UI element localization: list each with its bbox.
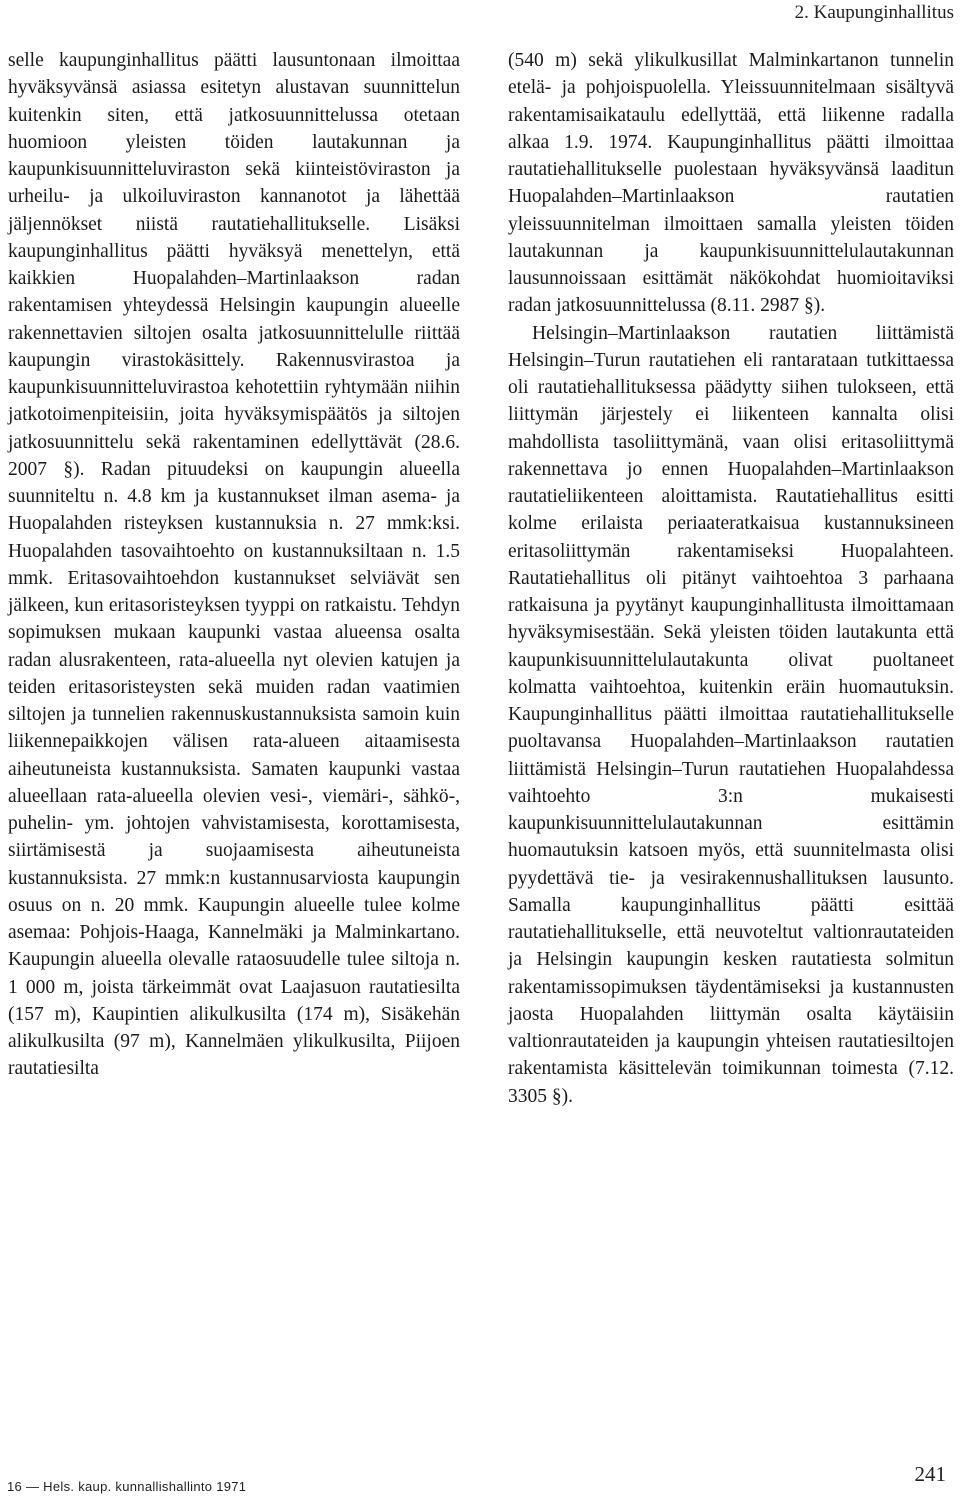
section-header: 2. Kaupunginhallitus [794, 2, 954, 23]
left-paragraph-1: selle kaupunginhallitus päätti lausuntonaan ilmoittaa hyväksyvänsä asiassa esitetyn alustavan suunnittelun kuitenkin siten, että jatkosuunnittelussa otetaan huomioon yleisten töiden lautakunnan ja kaupunkisuunnitteluviraston sekä kiinteistöviraston ja urheilu- ja ulkoiluviraston kannanotot ja lähettää jäljennökset niistä rautatiehallitukselle. Lisäksi kaupunginhallitus päätti hyväksyä menettelyn, että kaikkien Huopalahden–Martinlaakson radan rakentamisen yhteydessä Helsingin kaupungin alueelle rakennettavien siltojen osalta jatkosuunnittelulle riittää kaupungin virastokäsittely. Rakennusvirastoa ja kaupunkisuunnitteluvirastoa kehotettiin ryhtymään niihin jatkotoimenpiteisiin, joita hyväksymispäätös ja siltojen jatkosuunnittelu sekä rakentaminen edellyttävät (28.6. 2007 §). Radan pituudeksi on kaupungin alueella suunniteltu n. 4.8 km ja kustannukset ilman asema- ja Huopalahden risteyksen kustannuksia n. 27 mmk:ksi. Huopalahden tasovaihtoehto on kustannuksiltaan n. 1.5 mmk. Eritasovaihtoehdon kustannukset selviävät sen jälkeen, kun eritasoristeyksen tyyppi on ratkaistu. Tehdyn sopimuksen mukaan kaupunki vastaa alueensa osalta radan alusrakenteen, rata-alueella nyt olevien katujen ja teiden eritasoristeysten sekä muiden radan vaatimien siltojen ja tunnelien rakennuskustannuksista samoin kuin liikennepaikkojen välisen rata-alueen aitaamisesta aiheutuneista kustannuksista. Samaten kaupunki vastaa alueellaan rata-alueella olevien vesi-, viemäri-, sähkö-, puhelin- ym. johtojen vahvistamisesta, korottamisesta, siirtämisestä ja suojaamisesta aiheutuneista kustannuksista. 27 mmk:n kustannusarviosta kaupungin osuus on n. 20 mmk. Kaupungin alueelle tulee kolme asemaa: Pohjois-Haaga, Kannelmäki ja Malminkartano. Kaupungin alueella olevalle rataosuudelle tulee siltoja n. 1 000 m, joista tärkeimmät ovat Laajasuon rautatiesilta (157 m), Kaupintien alikulkusilta (174 m), Sisäkehän alikulkusilta (97 m), Kannelmäen ylikulkusilta, Piijoen rautatiesilta [8, 50, 460, 1080]
left-column [8, 47, 460, 1083]
footer-source-line: 16 — Hels. kaup. kunnallishallinto 1971 [7, 1479, 247, 1494]
right-paragraph-1: (540 m) sekä ylikulkusillat Malminkartanon tunnelin etelä- ja pohjoispuolella. Yleissuunnitelmaan sisältyvä rakentamisaikataulu edellyttää, että liikenne radalla alkaa 1.9. 1974. Kaupunginhallitus päätti ilmoittaa rautatiehallitukselle puolestaan hyväksyvänsä laaditun Huopalahden–Martinlaakson rautatien yleissuunnitelman ilmoittaen samalla yleisten töiden lautakunnan ja kaupunkisuunnittelulautakunnan lausunnoissaan esittämät näkökohdat huomioitaviksi radan jatkosuunnittelussa (8.11. 2987 §). [508, 50, 954, 317]
right-column [508, 47, 954, 1110]
page-number: 241 [914, 1462, 946, 1486]
right-paragraph-2: Helsingin–Martinlaakson rautatien liittämistä Helsingin–Turun rautatiehen eli rantarataan tutkittaessa oli rautatiehallituksessa päädytty siihen tulokseen, että liittymän järjestely ei liikenteen kannalta olisi mahdollista tasoliittymänä, vaan olisi eritasoliittymä rakennettava jo ennen Huopalahden–Martinlaakson rautatieliikenteen aloittamista. Rautatiehallitus esitti kolme erilaista periaateratkaisua kustannuksineen eritasoliittymän rakentamiseksi Huopalahteen. Rautatiehallitus oli pitänyt vaihtoehtoa 3 parhaana ratkaisuna ja pyytänyt kaupunginhallitusta ilmoittamaan hyväksymisestään. Sekä yleisten töiden lautakunta että kaupunkisuunnittelulautakunta olivat puoltaneet kolmatta vaihtoehtoa, kuitenkin eräin huomautuksin. Kaupunginhallitus päätti ilmoittaa rautatiehallitukselle puoltavansa Huopalahden–Martinlaakson rautatien liittämistä Helsingin–Turun rautatiehen Huopalahdessa vaihtoehto 3:n mukaisesti kaupunkisuunnittelulautakunnan esittämin huomautuksin katsoen myös, että suunnitelmasta olisi pyydettävä tie- ja vesirakennushallituksen lausunto. Samalla kaupunginhallitus päätti esittää rautatiehallitukselle, että neuvoteltut valtionrautateiden ja Helsingin kaupungin kesken rautatiesta solmitun rakentamissopimuksen täydentämiseksi ja kustannusten jaosta Huopalahden liittymän osalta käytäisiin valtionrautateiden ja kaupungin yhteisen rautatiesiltojen rakentamista käsittelevän toimikunnan toimesta (7.12. 3305 §). [508, 322, 954, 1107]
